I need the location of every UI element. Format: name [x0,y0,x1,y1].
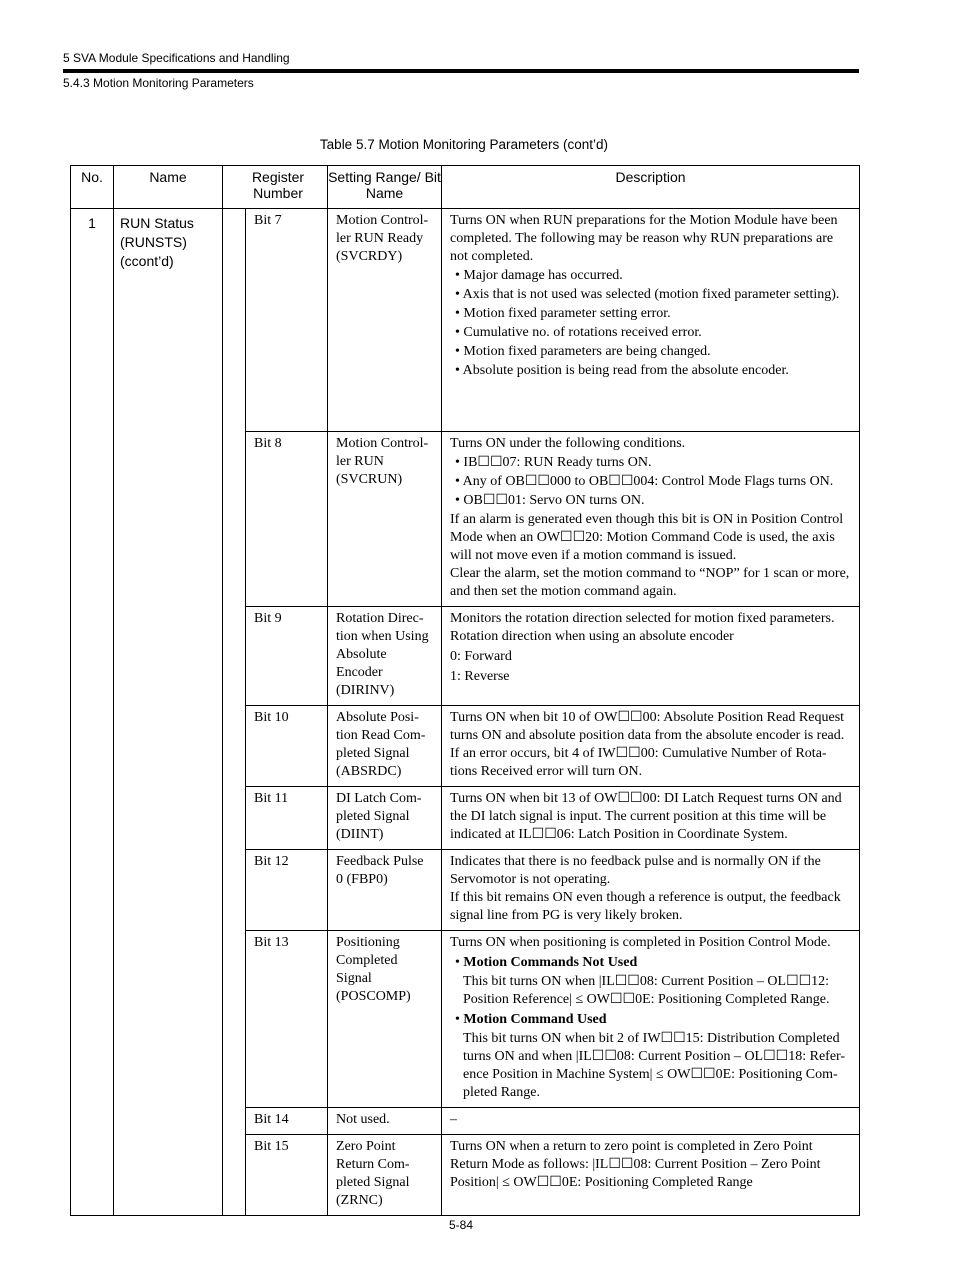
bit-description [442,1135,860,1216]
bit-name: Absolute Posi-tion Read Com-pleted Signal (ABSRDC) [328,706,442,787]
desc-subtext: This bit turns ON when |IL☐☐08: Current Position – OL☐☐12: Position Reference| ≤ OW☐☐0E: Positioning Completed Range. [463,974,830,1007]
bit-number: Bit 9 [246,607,328,706]
desc-subtext: This bit turns ON when bit 2 of IW☐☐15: Distribution Completed turns ON and when |IL☐☐08: Current Position – OL☐☐18: Refer-ence Position in Machine System| ≤ OW☐☐0E: Positioning Com-pleted Range. [463,1031,846,1100]
desc-text: Turns ON when bit 10 of OW☐☐00: Absolute Position Read Request turns ON and absolute position data from the absolute encoder is read. If an error occurs, bit 4 of IW☐☐00: Cumulative Number of Rota-tions Received error will turn ON. [450,710,845,779]
register-blank-cell [223,209,246,1216]
bit-number: Bit 13 [246,931,328,1108]
desc-text: Monitors the rotation direction selected for motion fixed parameters. Rotation direction when using an absolute encoder [450,611,835,644]
desc-bullet: • OB☐☐01: Servo ON turns ON. [455,493,645,508]
chapter-header: 5 SVA Module Specifications and Handling [63,51,290,65]
desc-bullet-heading-text: Motion Commands Not Used [463,955,638,970]
bit-description [442,209,860,432]
bit-description [442,607,860,706]
col-header-register-number: Register Number [223,166,328,209]
bit-number: Bit 11 [246,787,328,850]
bit-name: Not used. [328,1108,442,1135]
bit-description [442,432,860,607]
bit-number: Bit 7 [246,209,328,432]
bit-description [442,787,860,850]
desc-bullet-heading-text: Motion Command Used [463,1012,607,1027]
item-name-line: (RUNSTS) [120,234,187,250]
desc-text: If this bit remains ON even though a reference is output, the feedback signal line from PG is very likely broken. [450,890,841,923]
desc-text: Clear the alarm, set the motion command to “NOP” for 1 scan or more, and then set the motion command again. [450,566,850,599]
col-header-setting-range: Setting Range/ Bit Name [328,166,442,209]
item-name-line: (ccont’d) [120,253,174,269]
table-row [71,209,860,432]
table-header-row [71,166,860,209]
item-name-line: RUN Status [120,215,194,231]
bit-number: Bit 15 [246,1135,328,1216]
desc-text: Turns ON when a return to zero point is completed in Zero Point Return Mode as follows: |IL☐☐08: Current Position – Zero Point Position| ≤ OW☐☐0E: Positioning Completed Range [450,1139,821,1190]
desc-text: Turns ON when RUN preparations for the Motion Module have been completed. The following may be reason why RUN preparations are not completed. [450,213,838,264]
bit-description [442,706,860,787]
col-header-description: Description [442,166,860,209]
desc-text: Turns ON when bit 13 of OW☐☐00: DI Latch Request turns ON and the DI latch signal is input. The current position at this time will be indicated at IL☐☐06: Latch Position in Coordinate System. [450,791,842,842]
col-header-name: Name [114,166,223,209]
bit-description: – [442,1108,860,1135]
desc-bullet: • IB☐☐07: RUN Ready turns ON. [455,455,652,470]
parameters-table [70,165,860,1216]
col-header-no: No. [71,166,114,209]
bit-name: Motion Control-ler RUN Ready (SVCRDY) [328,209,442,432]
desc-text: Indicates that there is no feedback pulse and is normally ON if the Servomotor is not operating. [450,854,821,887]
bit-name: Feedback Pulse 0 (FBP0) [328,850,442,931]
item-number: 1 [71,209,114,1216]
bit-name: Zero Point Return Com-pleted Signal (ZRNC) [328,1135,442,1216]
desc-text: If an alarm is generated even though this bit is ON in Position Control Mode when an OW☐☐20: Motion Command Code is used, the axis will not move even if a motion command is issued. [450,512,844,563]
item-name [114,209,223,1216]
desc-text: 1: Reverse [450,669,510,684]
bit-description [442,931,860,1108]
section-header: 5.4.3 Motion Monitoring Parameters [63,76,254,90]
bit-name: DI Latch Com-pleted Signal (DIINT) [328,787,442,850]
desc-bullet: • Major damage has occurred. [455,268,623,283]
bit-number: Bit 12 [246,850,328,931]
desc-text: Turns ON under the following conditions. [450,436,686,451]
desc-bullet-heading: • Motion Command Used [455,1012,607,1027]
desc-bullet-heading: • Motion Commands Not Used [455,955,638,970]
bit-number: Bit 8 [246,432,328,607]
bit-description [442,850,860,931]
desc-text: Turns ON when positioning is completed in Position Control Mode. [450,935,831,950]
table-caption: Table 5.7 Motion Monitoring Parameters (cont’d) [319,137,609,152]
desc-bullet: • Axis that is not used was selected (motion fixed parameter setting). [455,287,840,302]
bit-name: Motion Control-ler RUN (SVCRUN) [328,432,442,607]
desc-bullet: • Motion fixed parameter setting error. [455,306,671,321]
desc-bullet: • Motion fixed parameters are being changed. [455,344,711,359]
page-number: 5-84 [448,1218,474,1232]
desc-bullet: • Absolute position is being read from the absolute encoder. [455,363,789,378]
bit-name: Positioning Completed Signal (POSCOMP) [328,931,442,1108]
bit-number: Bit 10 [246,706,328,787]
desc-text: 0: Forward [450,649,512,664]
header-rule [63,69,859,73]
desc-bullet: • Cumulative no. of rotations received error. [455,325,702,340]
bit-number: Bit 14 [246,1108,328,1135]
desc-bullet: • Any of OB☐☐000 to OB☐☐004: Control Mode Flags turns ON. [455,474,834,489]
bit-name: Rotation Direc-tion when Using Absolute Encoder (DIRINV) [328,607,442,706]
